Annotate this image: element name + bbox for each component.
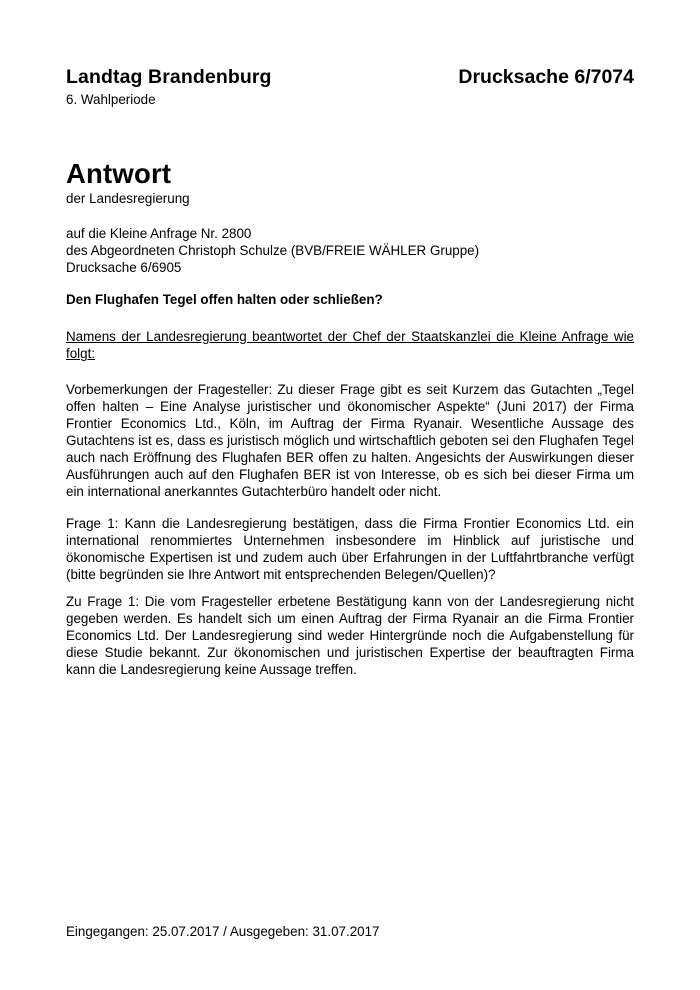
document-page <box>66 0 634 990</box>
document-number: Drucksache 6/7074 <box>458 66 634 88</box>
inquiry-title: Den Flughafen Tegel offen halten oder schließen? <box>66 292 383 307</box>
document-type-heading: Antwort <box>66 158 172 189</box>
question-1: Frage 1: Kann die Landesregierung bestätigen, dass die Firma Frontier Economics Ltd. ein international renommiertes Unternehmen insbesondere im Hinblick auf juristische und ökonomische Expertisen ist und zudem auch über Erfahrungen in der Luftfahrtbranche verfügt (bitte begründen sie Ihre Antwort mit entsprechenden Belegen/Quellen)? <box>66 516 634 582</box>
legislative-period: 6. Wahlperiode <box>66 92 156 107</box>
reference-line: auf die Kleine Anfrage Nr. 2800 <box>66 226 252 241</box>
parliament-title: Landtag Brandenburg <box>66 66 272 88</box>
document-header <box>66 66 634 89</box>
intro-statement: Namens der Landesregierung beantwortet der Chef der Staatskanzlei die Kleine Anfrage wie folgt: <box>66 329 634 361</box>
inquiry-reference <box>66 225 479 276</box>
received-issued-dates: Eingegangen: 25.07.2017 / Ausgegeben: 31.07.2017 <box>66 924 380 939</box>
reference-line: des Abgeordneten Christoph Schulze (BVB/FREIE WÄHLER Gruppe) <box>66 243 480 258</box>
preliminary-remarks: Vorbemerkungen der Fragesteller: Zu dieser Frage gibt es seit Kurzem das Gutachten „Tegel offen halten – Eine Analyse juristischer und ökonomischer Aspekte“ (Juni 2017) der Firma Frontier Economics Ltd., Köln, im Auftrag der Firma Ryanair. Wesentliche Aussage des Gutachtens ist es, dass es juristisch möglich und wirtschaftlich geboten sei den Flughafen Tegel auch nach Eröffnung des Flughafen BER offen zu halten. Angesichts der Auswirkungen dieser Ausführungen auch auf den Flughafen BER ist von Interesse, ob es sich bei dieser Firma um ein international anerkanntes Gutachterbüro handelt oder nicht. <box>66 382 634 499</box>
reference-line: Drucksache 6/6905 <box>66 260 182 275</box>
document-type-subtitle: der Landesregierung <box>66 191 190 206</box>
answer-1: Zu Frage 1: Die vom Fragesteller erbetene Bestätigung kann von der Landesregierung nicht gegeben werden. Es handelt sich um einen Auftrag der Firma Ryanair an die Firma Frontier Economics Ltd. Der Landesregierung sind weder Hintergründe noch die Aufgabenstellung für diese Studie bekannt. Zur ökonomischen und juristischen Expertise der beauftragten Firma kann die Landesregierung keine Aussage treffen. <box>66 594 634 677</box>
